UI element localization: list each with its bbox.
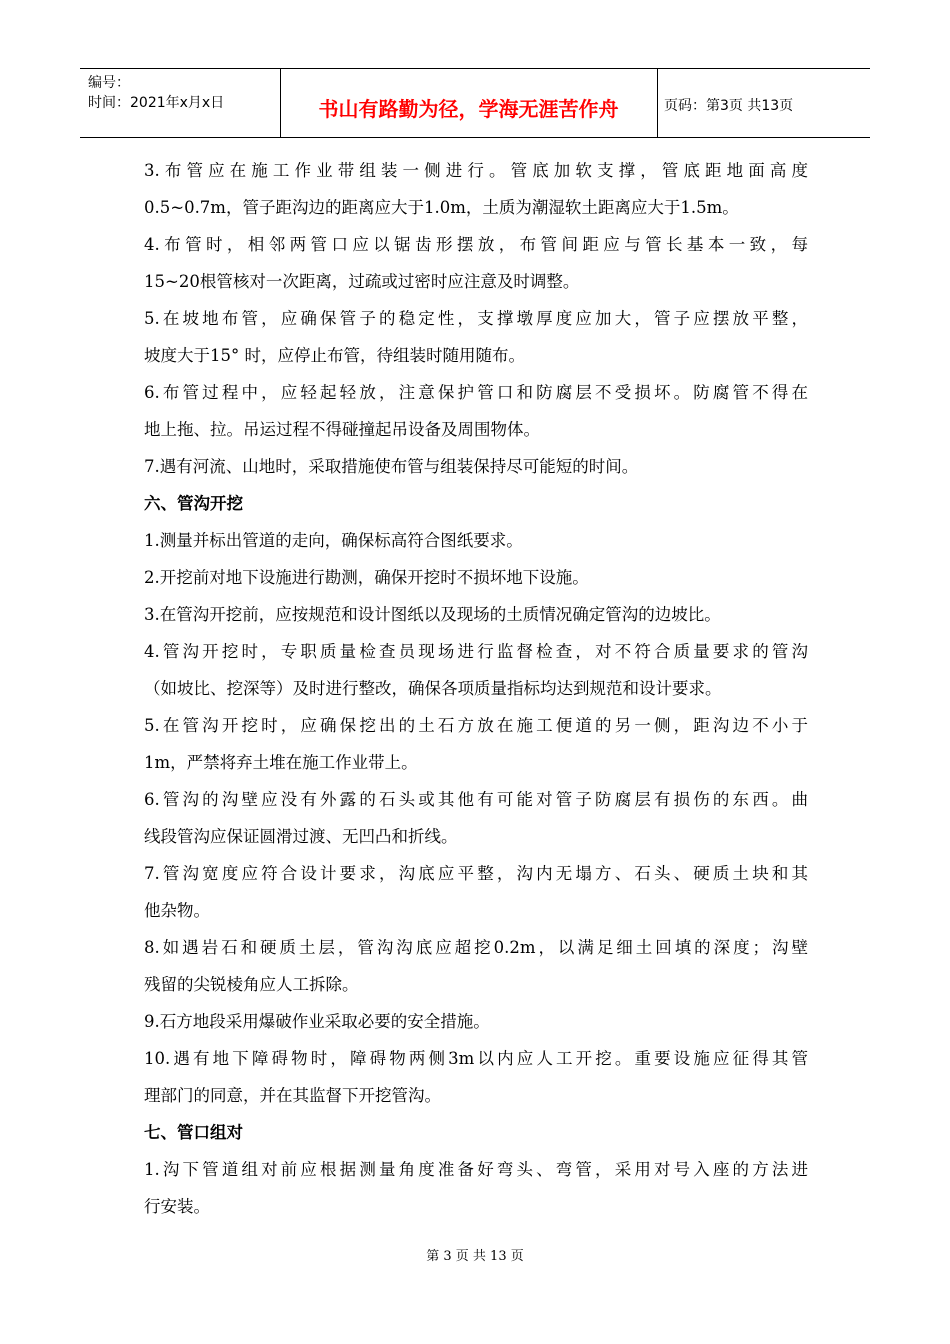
paragraph-line: 2.开挖前对地下设施进行勘测，确保开挖时不损坏地下设施。 [144,568,589,587]
page-footer: 第 3 页 共 13 页 [426,1249,524,1264]
section-heading: 六、管沟开挖 [144,494,243,513]
paragraph-line: 行安装。 [144,1197,210,1216]
motto-text: 书山有路勤为径，学海无涯苦作舟 [318,97,619,121]
page-header [80,68,870,138]
paragraph-line: 4.管沟开挖时，专职质量检查员现场进行监督检查，对不符合质量要求的管沟 [144,642,808,661]
paragraph-line: 地上拖、拉。吊运过程不得碰撞起吊设备及周围物体。 [144,420,540,439]
paragraph-line: 6.管沟的沟壁应没有外露的石头或其他有可能对管子防腐层有损伤的东西。曲 [144,790,808,809]
paragraph-line: 他杂物。 [144,901,210,920]
paragraph-line: 线段管沟应保证圆滑过渡、无凹凸和折线。 [144,827,458,846]
paragraph-line: 残留的尖锐棱角应人工拆除。 [144,975,359,994]
page-info: 页码：第3页 共13页 [664,98,794,114]
paragraph-line: 15~20根管核对一次距离，过疏或过密时应注意及时调整。 [144,272,580,291]
paragraph-line: 3.布管应在施工作业带组装一侧进行。管底加软支撑，管底距地面高度 [144,161,808,180]
number-label: 编号： [88,75,130,91]
paragraph-line: 1m，严禁将弃土堆在施工作业带上。 [144,753,418,772]
paragraph-line: 7.管沟宽度应符合设计要求，沟底应平整，沟内无塌方、石头、硬质土块和其 [144,864,808,883]
time-label: 时间：2021年x月x日 [88,95,225,111]
paragraph-line: 5.在管沟开挖时，应确保挖出的土石方放在施工便道的另一侧，距沟边不小于 [144,716,808,735]
paragraph-line: 理部门的同意，并在其监督下开挖管沟。 [144,1086,441,1105]
paragraph-line: 1.沟下管道组对前应根据测量角度准备好弯头、弯管，采用对号入座的方法进 [144,1160,808,1179]
section-heading: 七、管口组对 [144,1123,243,1142]
paragraph-line: 8.如遇岩石和硬质土层，管沟沟底应超挖0.2m，以满足细土回填的深度；沟壁 [144,938,808,957]
paragraph-line: 10.遇有地下障碍物时，障碍物两侧3m以内应人工开挖。重要设施应征得其管 [144,1049,808,1068]
paragraph-line: 5.在坡地布管，应确保管子的稳定性，支撑墩厚度应加大，管子应摆放平整， [144,309,808,328]
header-meta-cell [80,69,281,137]
paragraph-line: 6.布管过程中，应轻起轻放，注意保护管口和防腐层不受损坏。防腐管不得在 [144,383,808,402]
paragraph-line: 1.测量并标出管道的走向，确保标高符合图纸要求。 [144,531,523,550]
paragraph-line: 4.布管时，相邻两管口应以锯齿形摆放，布管间距应与管长基本一致，每 [144,235,808,254]
header-motto-cell [280,69,658,137]
paragraph-line: 坡度大于15° 时，应停止布管，待组装时随用随布。 [144,346,525,365]
paragraph-line: 9.石方地段采用爆破作业采取必要的安全措施。 [144,1012,490,1031]
paragraph-line: 7.遇有河流、山地时，采取措施使布管与组装保持尽可能短的时间。 [144,457,639,476]
paragraph-line: 3.在管沟开挖前，应按规范和设计图纸以及现场的土质情况确定管沟的边坡比。 [144,605,721,624]
header-page-cell [658,69,870,137]
paragraph-line: 0.5~0.7m，管子距沟边的距离应大于1.0m，土质为潮湿软土距离应大于1.5m。 [144,198,739,217]
document-body [144,152,808,1225]
paragraph-line: （如坡比、挖深等）及时进行整改，确保各项质量指标均达到规范和设计要求。 [144,679,722,698]
